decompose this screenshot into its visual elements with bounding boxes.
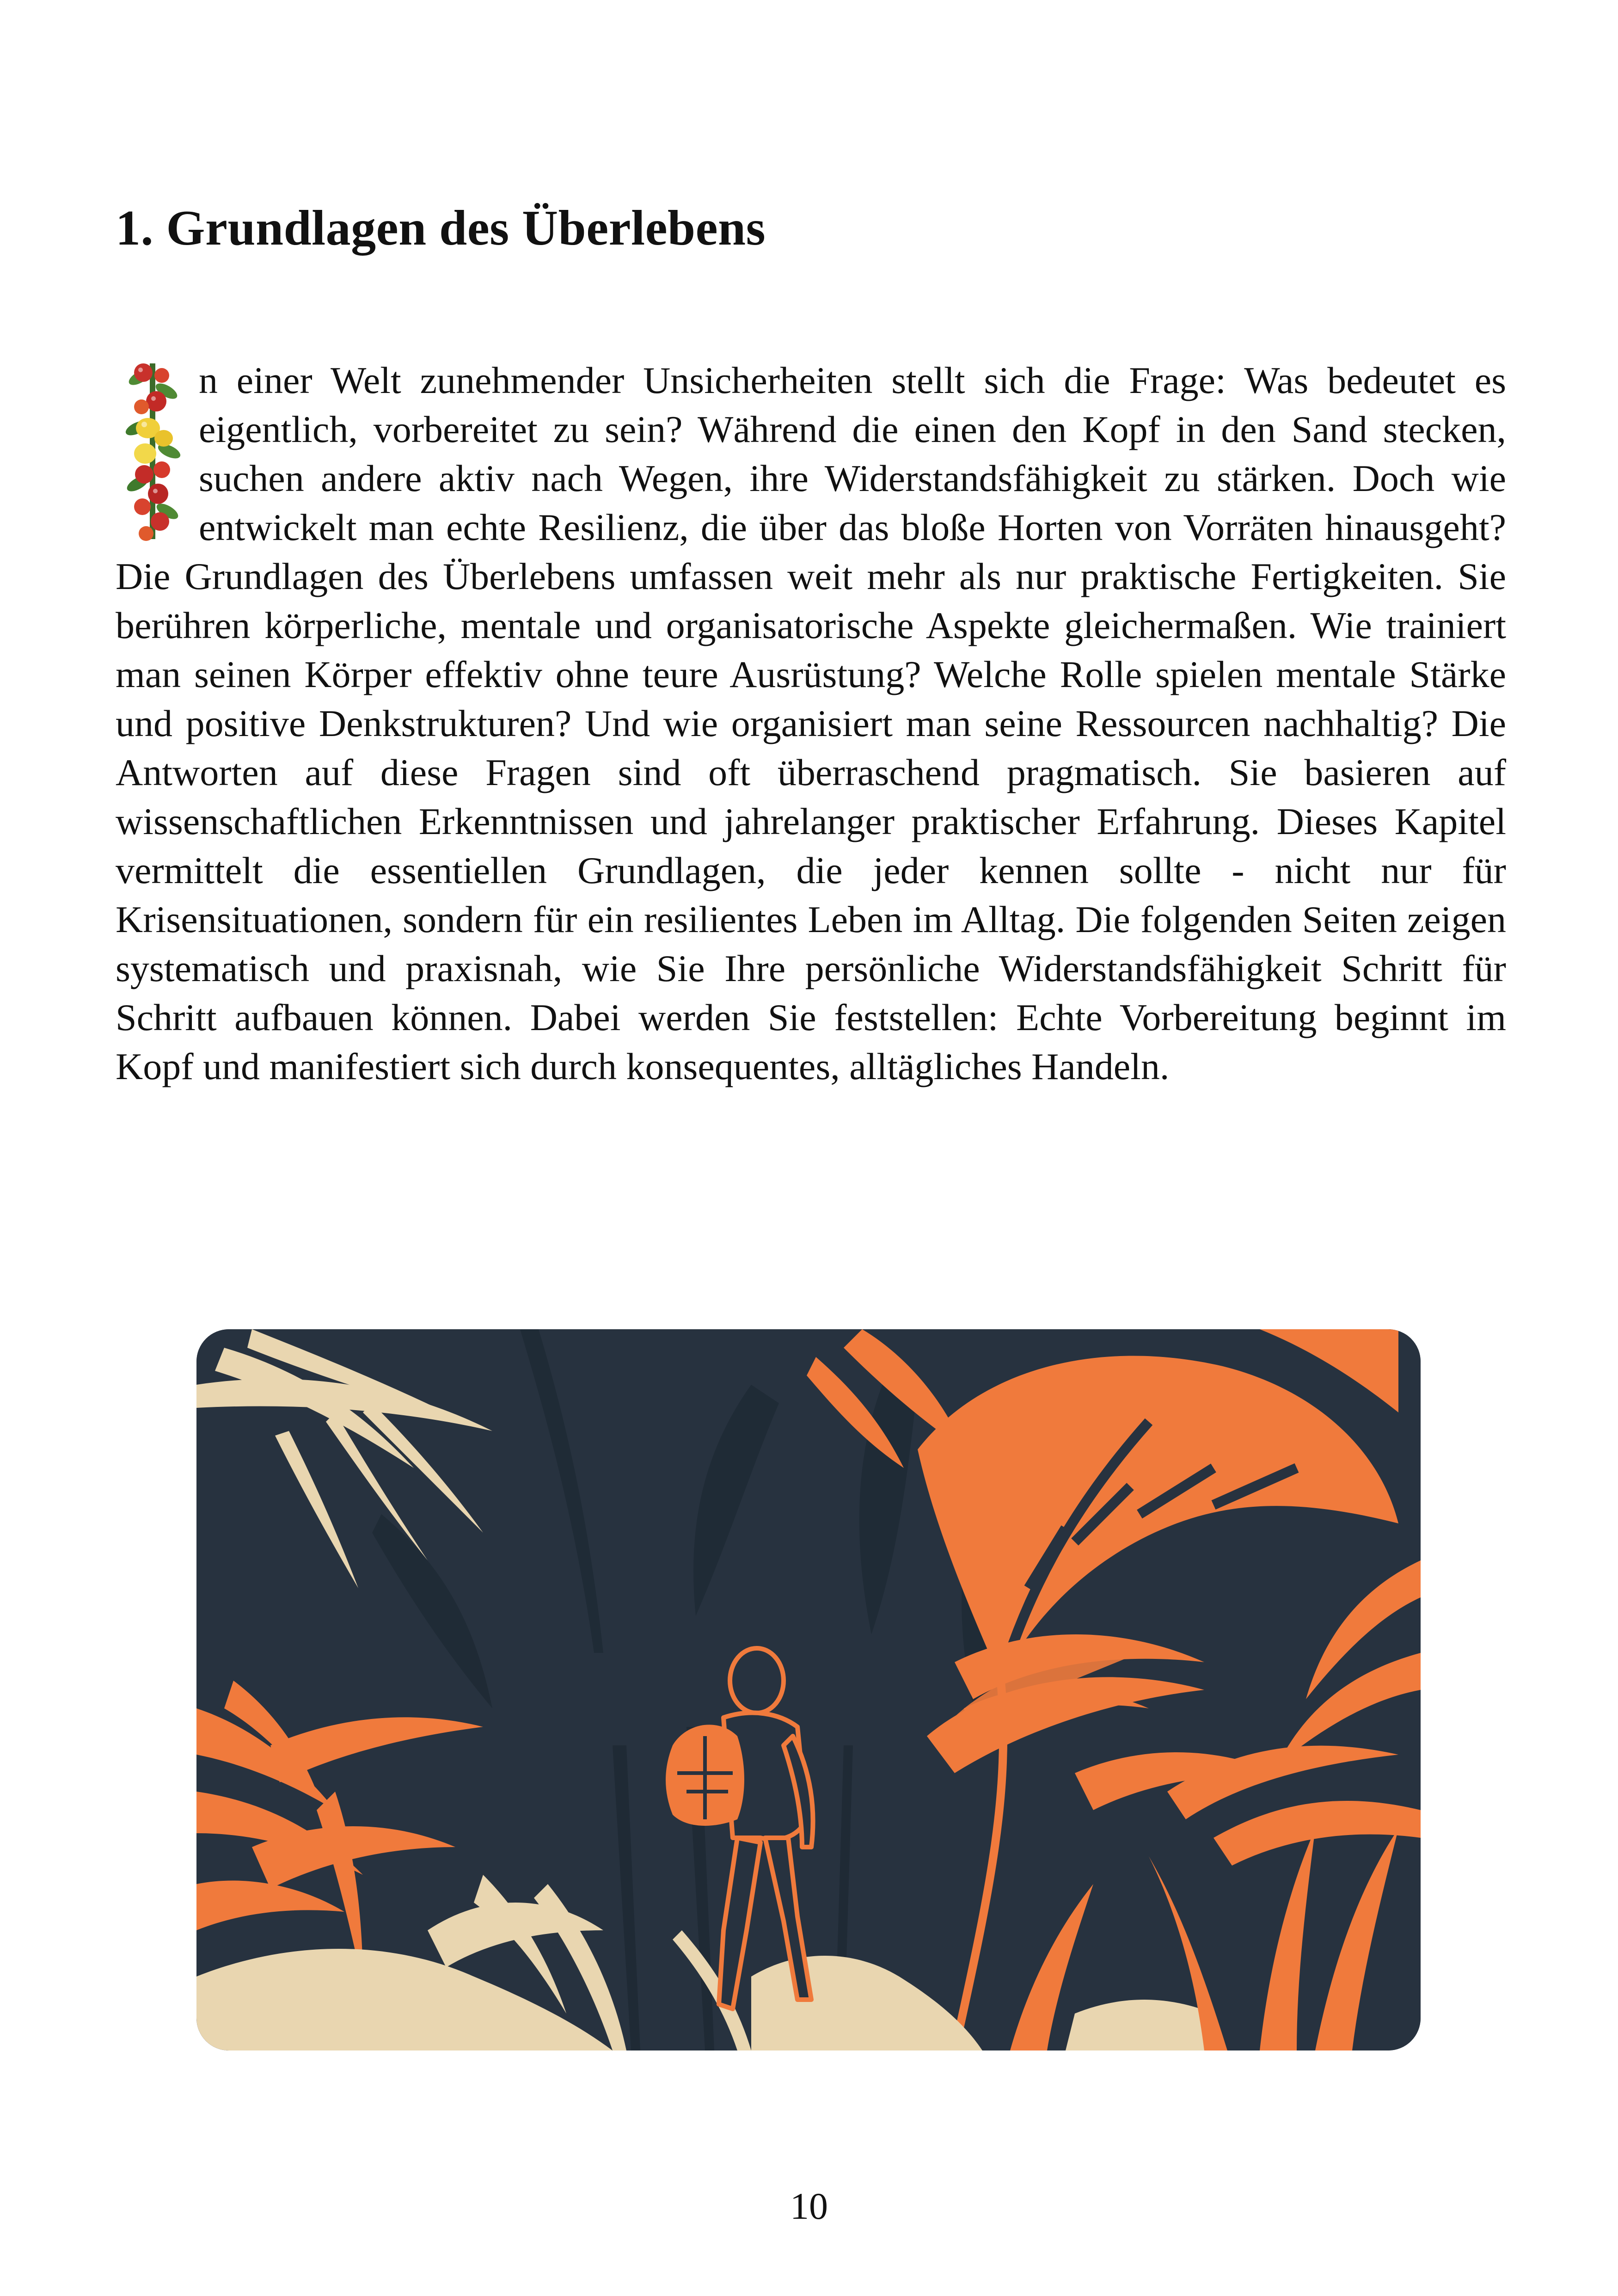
chapter-heading: 1. Grundlagen des Überlebens bbox=[116, 201, 766, 256]
page-number: 10 bbox=[790, 2185, 828, 2227]
chapter-intro-paragraph bbox=[116, 356, 1506, 1091]
jungle-hiker-illustration bbox=[196, 1329, 1421, 2050]
intro-text: n einer Welt zunehmender Unsicherheiten stellt sich die Frage: Was bedeutet es eigentlich, vorbereitet zu sein? Während die einen den Kopf in den Sand stecken, suchen andere aktiv nach Wegen, ihre Widerstandsfähigkeit zu stärken. Doch wie entwickelt man echte Resilienz, die über das bloße Horten von Vorräten hinausgeht? Die Grundlagen des Überlebens umfassen weit mehr als nur praktische Fertigkeiten. Sie berühren körperliche, mentale und organisatorische Aspekte gleichermaßen. Wie trainiert man seinen Körper effektiv ohne teure Ausrüstung? Welche Rolle spielen mentale Stärke und positive Denkstrukturen? Und wie organisiert man seine Ressourcen nachhaltig? Die Antworten auf diese Fragen sind oft überraschend pragmatisch. Sie basieren auf wissenschaftlichen Erkenntnissen und jahrelanger praktischer Erfahrung. Dieses Kapitel vermittelt die essentiellen Grundlagen, die jeder kennen sollte - nicht nur für Krisensituationen, sondern für ein resilientes Leben im Alltag. Die folgenden Seiten zeigen systematisch und praxisnah, wie Sie Ihre persönliche Widerstandsfähigkeit Schritt für Schritt aufbauen können. Dabei werden Sie feststellen: Echte Vorbereitung beginnt im Kopf und manifestiert sich durch konsequentes, alltägliches Handeln. bbox=[116, 359, 1506, 1087]
fruit-garland-icon bbox=[116, 359, 190, 544]
decorated-initial bbox=[116, 359, 190, 544]
